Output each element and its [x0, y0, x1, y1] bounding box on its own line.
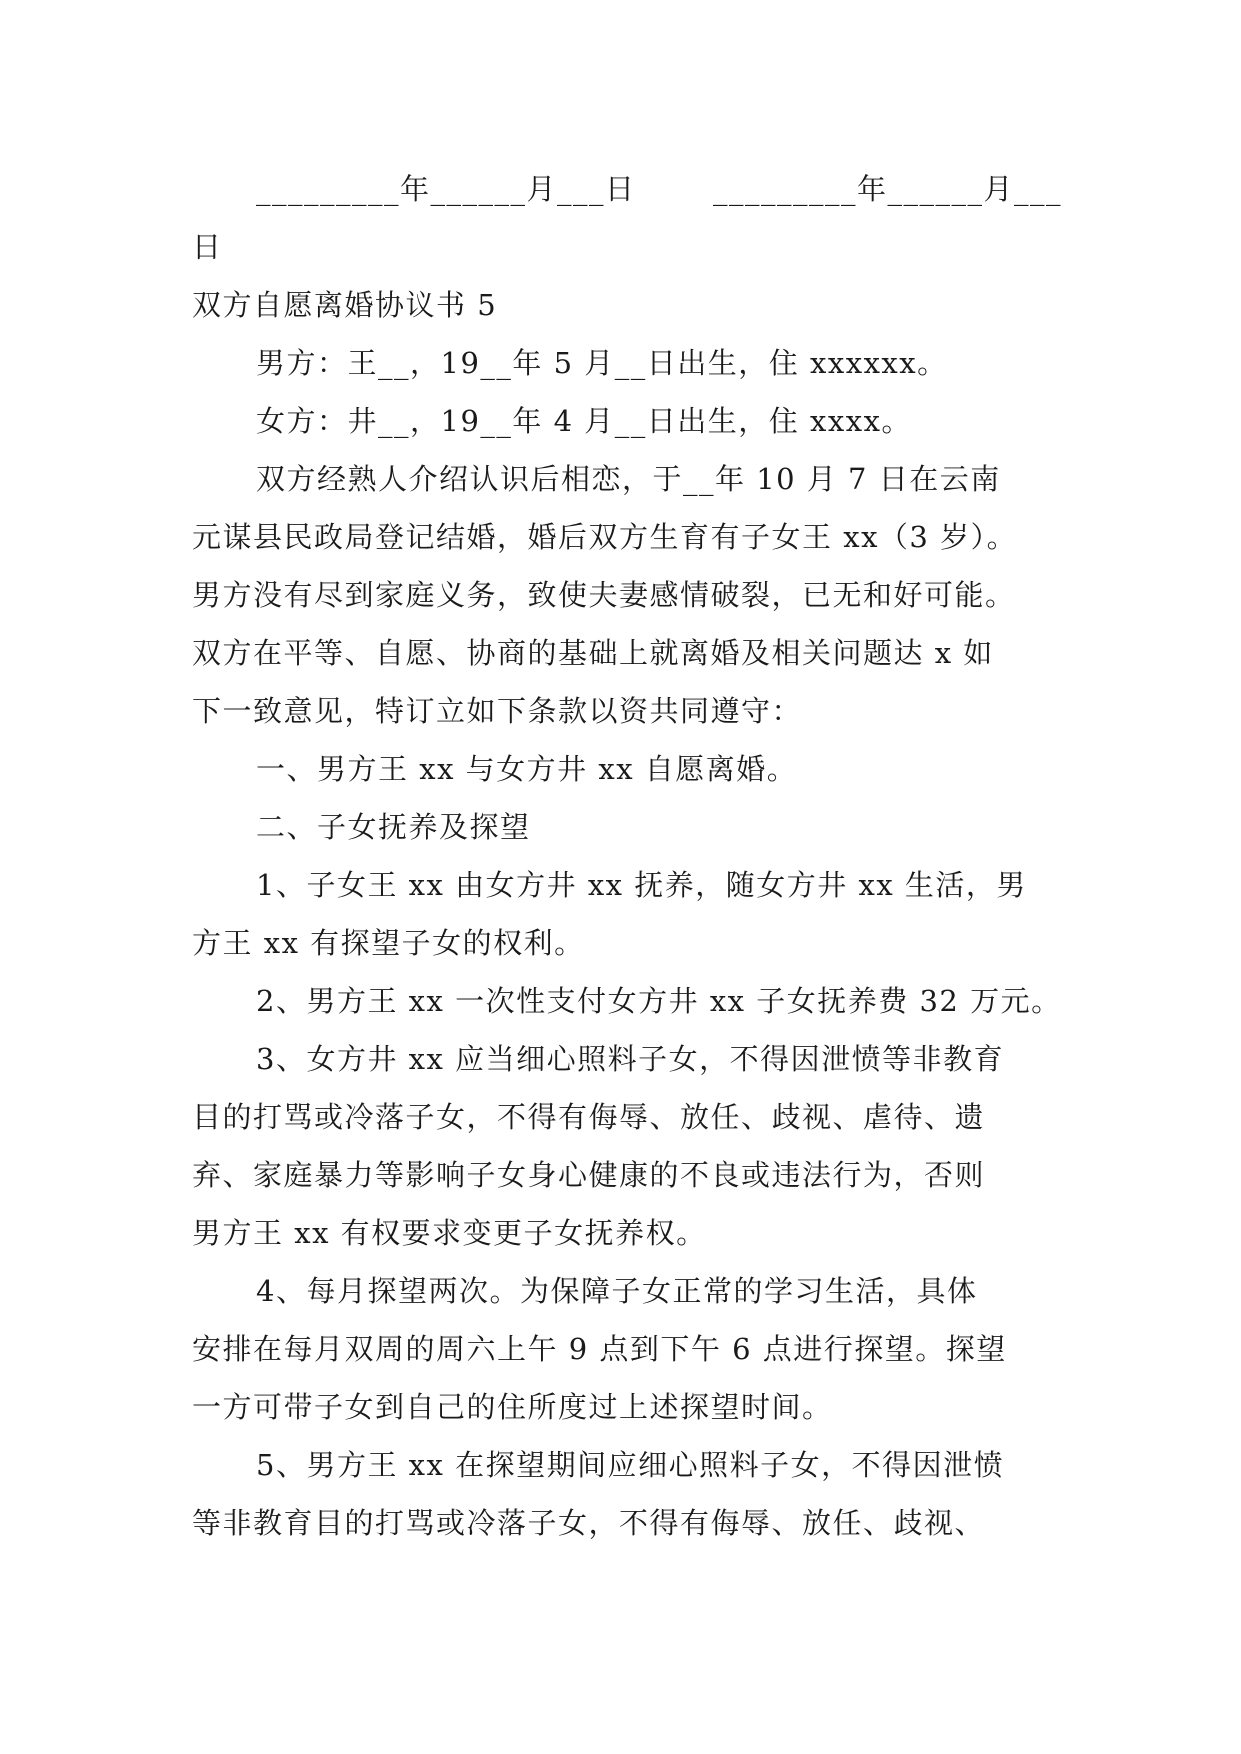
text-line: 一、男方王 xx 与女方井 xx 自愿离婚。 — [256, 752, 798, 786]
text-line: 方王 xx 有探望子女的权利。 — [192, 926, 585, 960]
text-line: 男方王 xx 有权要求变更子女抚养权。 — [192, 1216, 707, 1250]
text-line: 女方：井__，19__年 4 月__日出生，住 xxxx。 — [256, 404, 912, 438]
text-line: 目的打骂或冷落子女，不得有侮辱、放任、歧视、虐待、遗 — [192, 1100, 986, 1134]
text-line: 2、男方王 xx 一次性支付女方井 xx 子女抚养费 32 万元。 — [256, 984, 1062, 1018]
text-line: 安排在每月双周的周六上午 9 点到下午 6 点进行探望。探望 — [192, 1332, 1007, 1366]
text-line: 1、子女王 xx 由女方井 xx 抚养，随女方井 xx 生活，男 — [256, 868, 1027, 902]
signature-date-first: _________年______月___日 — [256, 172, 636, 206]
text-line: 4、每月探望两次。为保障子女正常的学习生活，具体 — [256, 1274, 978, 1308]
document-page — [192, 160, 1072, 1552]
section-heading: 二、子女抚养及探望 — [256, 810, 531, 844]
text-line: 男方没有尽到家庭义务，致使夫妻感情破裂，已无和好可能。 — [192, 578, 1016, 612]
text-line: 元谋县民政局登记结婚，婚后双方生育有子女王 xx（3 岁）。 — [192, 520, 1018, 554]
signature-date-second: _________年______月___ — [712, 172, 1062, 206]
text-line: 男方：王__，19__年 5 月__日出生，住 xxxxxx。 — [256, 346, 948, 380]
text-line: 下一致意见，特订立如下条款以资共同遵守： — [192, 694, 803, 728]
text-line: 双方在平等、自愿、协商的基础上就离婚及相关问题达 x 如 — [192, 636, 994, 670]
signature-date-line — [192, 160, 1072, 218]
text-line: 弃、家庭暴力等影响子女身心健康的不良或违法行为，否则 — [192, 1158, 986, 1192]
text-line: 3、女方井 xx 应当细心照料子女，不得因泄愤等非教育 — [256, 1042, 1005, 1076]
signature-date-continuation: 日 — [192, 230, 223, 264]
text-line: 等非教育目的打骂或冷落子女，不得有侮辱、放任、歧视、 — [192, 1506, 986, 1540]
text-line: 一方可带子女到自己的住所度过上述探望时间。 — [192, 1390, 833, 1424]
text-line: 5、男方王 xx 在探望期间应细心照料子女，不得因泄愤 — [256, 1448, 1005, 1482]
document-title: 双方自愿离婚协议书 5 — [192, 288, 498, 322]
text-line: 双方经熟人介绍认识后相恋，于__年 10 月 7 日在云南 — [256, 462, 1001, 496]
